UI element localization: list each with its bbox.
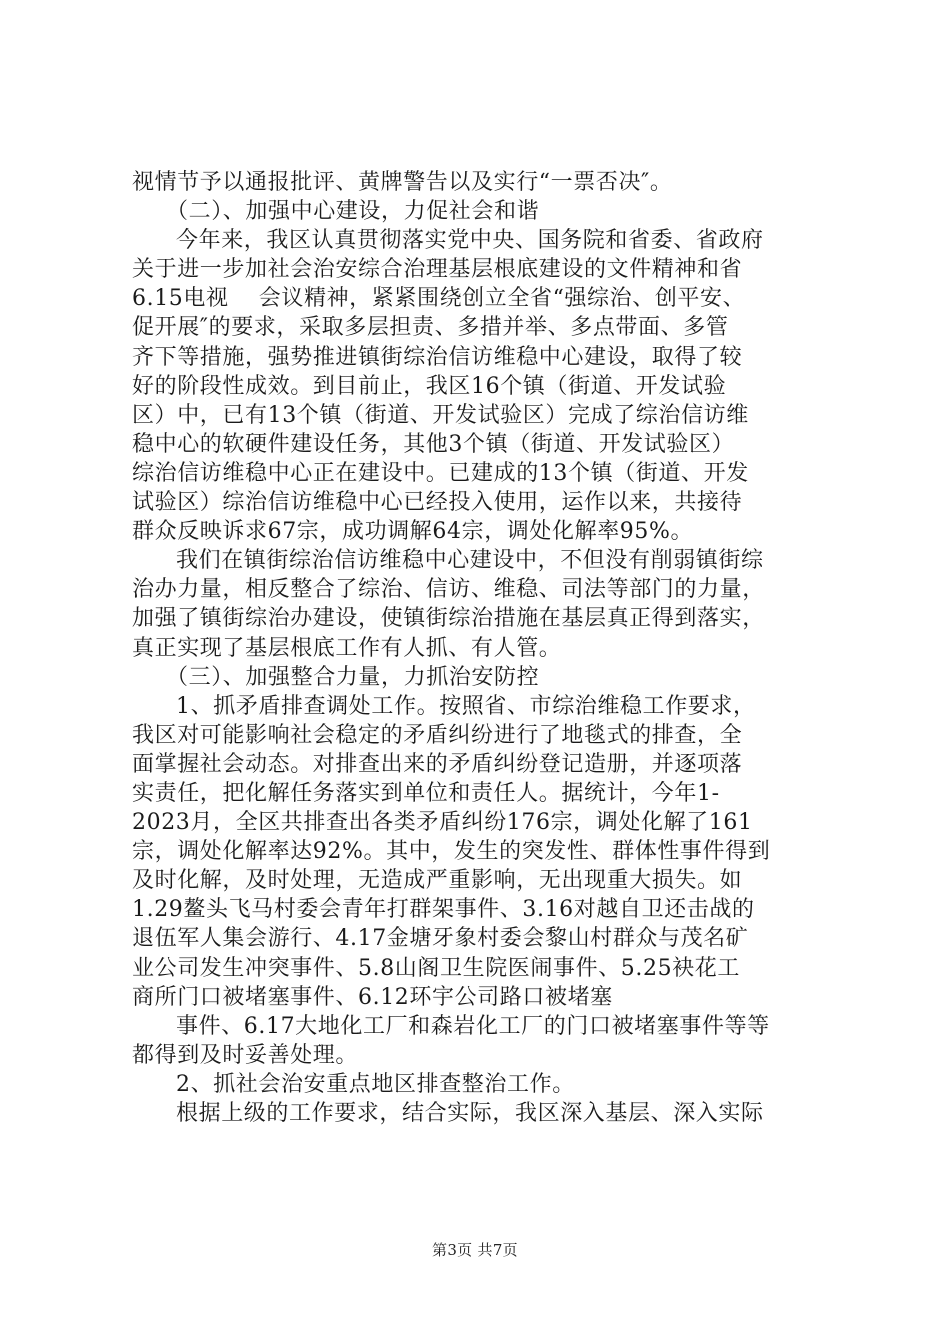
- text-line: 综治信访维稳中心正在建设中。已建成的13个镇（街道、开发: [132, 460, 749, 486]
- page-number: 第3页 共7页: [432, 1241, 518, 1259]
- text-line: 区）中，已有13个镇（街道、开发试验区）完成了综治信访维: [132, 402, 749, 428]
- text-line: 关于进一步加社会治安综合治理基层根底建设的文件精神和省: [132, 257, 743, 283]
- text-line: 业公司发生冲突事件、5.8山阁卫生院医闹事件、5.25袂花工: [132, 955, 740, 981]
- text-line: 试验区）综治信访维稳中心已经投入使用，运作以来，共接待: [132, 490, 743, 516]
- text-line: 真正实现了基层根底工作有人抓、有人管。: [132, 635, 562, 661]
- text-line: 宗，调处化解率达92%。其中，发生的突发性、群体性事件得到: [132, 839, 771, 865]
- text-line: 都得到及时妥善处理。: [132, 1042, 359, 1068]
- text-line: 治办力量，相反整合了综治、信访、维稳、司法等部门的力量，: [132, 577, 765, 603]
- text-line: 及时化解，及时处理，无造成严重影响，无出现重大损失。如: [132, 868, 743, 894]
- text-line: 商所门口被堵塞事件、6.12环宇公司路口被堵塞: [132, 984, 613, 1010]
- text-line: 实责任，把化解任务落实到单位和责任人。据统计，今年1-: [132, 780, 720, 806]
- paragraph-first-line: 事件、6.17大地化工厂和森岩化工厂的门口被堵塞事件等等: [176, 1013, 770, 1039]
- section-heading: （三）、加强整合力量，力抓治安防控: [166, 664, 540, 690]
- paragraph-first-line: 今年来，我区认真贯彻落实党中央、国务院和省委、省政府: [176, 228, 764, 254]
- text-line: 群众反映诉求67宗，成功调解64宗，调处化解率95%。: [132, 519, 694, 545]
- paragraph-first-line: 根据上级的工作要求，结合实际，我区深入基层、深入实际: [176, 1101, 764, 1126]
- paragraph-first-line: 2、抓社会治安重点地区排查整治工作。: [176, 1071, 575, 1097]
- text-line: 1.29鳌头飞马村委会青年打群架事件、3.16对越自卫还击战的: [132, 897, 755, 923]
- text-line: 齐下等措施，强势推进镇街综治信访维稳中心建设，取得了较: [132, 344, 743, 370]
- text-line: 促开展″的要求，采取多层担责、多措并举、多点带面、多管: [132, 315, 729, 341]
- document-body: [132, 168, 832, 1128]
- paragraph-first-line: 1、抓矛盾排查调处工作。按照省、市综治维稳工作要求，: [176, 693, 756, 719]
- text-line: 我区对可能影响社会稳定的矛盾纠纷进行了地毯式的排查，全: [132, 722, 743, 748]
- text-line: 退伍军人集会游行、4.17金塘牙象村委会黎山村群众与茂名矿: [132, 926, 749, 952]
- text-line: 6.15电视 会议精神，紧紧围绕创立全省“强综治、创平安、: [132, 286, 746, 312]
- paragraph-first-line: 我们在镇街综治信访维稳中心建设中，不但没有削弱镇街综: [176, 548, 764, 574]
- text-line: 面掌握社会动态。对排查出来的矛盾纠纷登记造册，并逐项落: [132, 751, 743, 777]
- page-footer: [0, 1239, 950, 1260]
- section-heading: （二）、加强中心建设，力促社会和谐: [166, 199, 540, 225]
- text-line: 2023月，全区共排查出各类矛盾纠纷176宗，调处化解了161: [132, 810, 753, 836]
- text-line: 加强了镇街综治办建设，使镇街综治措施在基层真正得到落实，: [132, 606, 765, 632]
- text-line: 稳中心的软硬件建设任务，其他3个镇（街道、开发试验区）: [132, 431, 735, 457]
- text-line: 视情节予以通报批评、黄牌警告以及实行“一票否决″。: [132, 170, 673, 195]
- text-line: 好的阶段性成效。到目前止，我区16个镇（街道、开发试验: [132, 373, 727, 399]
